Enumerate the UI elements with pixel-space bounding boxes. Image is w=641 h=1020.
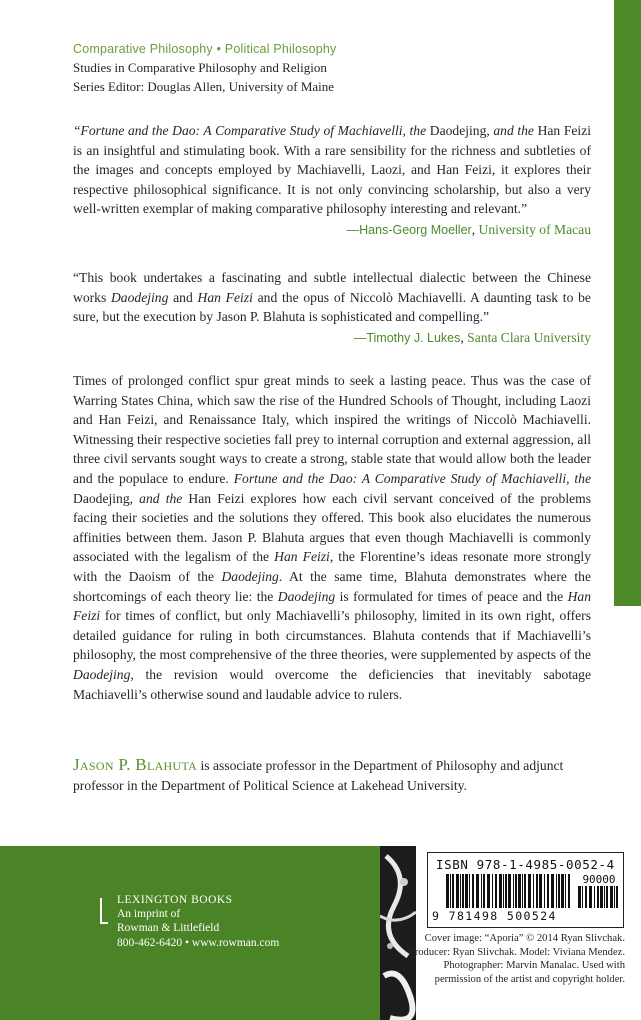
desc-text: is formulated for times of peace and the bbox=[335, 588, 568, 604]
desc-text: . At the same time, Blahuta demonstrates where the shortcomings of each theory lie: the bbox=[73, 568, 591, 604]
desc-text: , the Florentine’s ideas resonate more strongly with the Daoism of the bbox=[73, 549, 591, 584]
endorsement-body: “This book undertakes a fascinating and subtle intellectual dialectic between the Chinese works bbox=[73, 270, 591, 305]
barcode-bar bbox=[508, 874, 511, 908]
work-title: Daodejing bbox=[110, 289, 169, 305]
endorser-affiliation: Santa Clara University bbox=[467, 329, 591, 345]
credit-line: Cover image: “Aporia” © 2014 Ryan Slivchak. bbox=[424, 933, 625, 944]
barcode-bar bbox=[547, 874, 549, 908]
book-title-part: Daodejing, bbox=[73, 490, 134, 506]
barcode-bar bbox=[515, 874, 517, 908]
endorsement-1 bbox=[73, 121, 591, 241]
work-title: Han Feizi bbox=[274, 549, 330, 565]
series-name: Studies in Comparative Philosophy and Religion bbox=[73, 60, 327, 75]
barcode-bar bbox=[472, 874, 474, 908]
endorsement-body: and bbox=[168, 289, 198, 305]
work-title: Daodejing bbox=[73, 666, 131, 682]
barcode-bar bbox=[513, 874, 514, 908]
book-title-part: Han Feizi bbox=[533, 123, 592, 138]
series-block bbox=[73, 40, 593, 96]
book-title-italic: and the bbox=[133, 490, 183, 506]
author-bio bbox=[73, 755, 591, 795]
publisher-parent: Rowman & Littlefield bbox=[117, 922, 220, 935]
barcode-bar bbox=[499, 874, 502, 908]
barcode-bar bbox=[522, 874, 523, 908]
barcode-bar bbox=[518, 874, 521, 908]
endorsement-attribution: —Hans-Georg Moeller, University of Macau bbox=[346, 221, 591, 237]
price-code: 90000 bbox=[578, 873, 620, 886]
barcode-bar bbox=[469, 874, 470, 908]
barcode-bar bbox=[476, 874, 479, 908]
author-name: Jason P. Blahuta bbox=[73, 755, 198, 774]
credit-line: Producer: Ryan Slivchak. Model: Viviana Mendez. bbox=[408, 946, 625, 958]
work-title: Daodejing bbox=[277, 588, 336, 604]
work-title: Han Feizi bbox=[73, 588, 591, 624]
barcode-bar bbox=[524, 874, 526, 908]
endorsement-text bbox=[73, 121, 591, 219]
barcode-bar bbox=[487, 874, 490, 908]
book-description bbox=[73, 371, 591, 704]
desc-text: Times of prolonged conflict spur great minds to seek a lasting peace. Thus was the case of Warring States China, which saw the rise of the Hundred Schools of Thought, including Laozi and Han Feizi, and Renaissance Italy, which inspired the writings of Niccolò Machiavelli. Witnessing their respective societies fall prey to internal corruption and external aggression, all three civil servants sought ways to create a strong, stable state that would allow both the leader and the populace to endure. bbox=[73, 373, 591, 486]
barcode-bar bbox=[556, 874, 557, 908]
book-title-italic: “Fortune and the Dao: A Comparative Study of Machiavelli, the bbox=[73, 123, 427, 138]
isbn-barcode bbox=[427, 852, 624, 928]
barcode-bar bbox=[465, 874, 468, 908]
book-title-italic: Fortune and the Dao: A Comparative Study of Machiavelli, the bbox=[233, 470, 591, 486]
barcode-bar bbox=[460, 874, 461, 908]
barcode-bar bbox=[483, 874, 485, 908]
barcode-bar bbox=[544, 874, 545, 908]
endorsement-2 bbox=[73, 268, 591, 348]
endorser-name: —Timothy J. Lukes bbox=[353, 330, 461, 345]
desc-text: , the revision would overcome the deficiencies that inevitably sabotage Machiavelli’s otherwise sound and laudable advice to rulers. bbox=[73, 666, 591, 702]
barcode-bar bbox=[533, 874, 534, 908]
barcode-bar bbox=[462, 874, 464, 908]
endorsement-text bbox=[73, 268, 591, 327]
barcode-bar bbox=[495, 874, 497, 908]
barcode-bar bbox=[481, 874, 482, 908]
publisher-imprint-label: An imprint of bbox=[117, 908, 181, 921]
publisher-name: LEXINGTON BOOKS bbox=[117, 894, 233, 906]
work-title: Daodejing bbox=[221, 568, 279, 584]
barcode-bar bbox=[536, 874, 538, 908]
barcode-bar bbox=[551, 874, 554, 908]
endorser-affiliation: University of Macau bbox=[478, 221, 591, 237]
lexington-logo-icon bbox=[100, 898, 108, 924]
barcode-bar bbox=[505, 874, 507, 908]
barcode-bar bbox=[456, 874, 459, 908]
barcode-bar bbox=[568, 874, 570, 908]
desc-text: explores how each civil servant conceived of the problems facing their societies and the solutions they offered. This book also elucidates the numerous affinities between them. Jason P. Blahuta argues that even though Machiavelli is commonly associated with the legalism of the bbox=[73, 490, 591, 565]
barcode-bar bbox=[558, 874, 560, 908]
barcode-bar bbox=[528, 874, 531, 908]
book-title-italic: and the bbox=[489, 123, 534, 138]
series-editor: Series Editor: Douglas Allen, University of Maine bbox=[73, 79, 335, 94]
ean-digits: 9 781498 500524 bbox=[432, 909, 557, 923]
isbn-number: ISBN 978-1-4985-0052-4 bbox=[436, 857, 615, 872]
barcode-bar bbox=[561, 874, 564, 908]
cover-credits bbox=[395, 932, 625, 987]
subject-categories: Comparative Philosophy • Political Philosophy bbox=[73, 42, 337, 56]
endorsement-body: is an insightful and stimulating book. With a rare sensibility for the richness and subtleties of the images and concepts employed by Machiavelli, Laozi, and Han Feizi, it explores their respective philosophical significance. It is not only convincing scholarship, but also a very well-written exemplar of making comparative philosophy interesting and relevant.” bbox=[73, 142, 591, 217]
publisher-contact: 800-462-6420 • www.rowman.com bbox=[117, 936, 280, 949]
credit-line: permission of the artist and copyright holder. bbox=[434, 974, 625, 986]
bio-text: is associate professor in the Department of Philosophy and adjunct professor in the Department of Political Science at Lakehead University. bbox=[73, 758, 564, 793]
endorser-name: —Hans-Georg Moeller bbox=[346, 222, 472, 237]
barcode-bar bbox=[565, 874, 566, 908]
publisher-info bbox=[117, 893, 279, 950]
ean-barcode-bars bbox=[446, 874, 571, 908]
barcode-bar bbox=[539, 874, 542, 908]
spine-stripe bbox=[614, 0, 641, 606]
book-title-part: Daodejing, bbox=[426, 123, 490, 138]
work-title: Han Feizi bbox=[197, 289, 253, 305]
endorsement-attribution: —Timothy J. Lukes, Santa Clara University bbox=[353, 329, 591, 345]
barcode-bar bbox=[503, 874, 504, 908]
book-title-part: Han Feizi bbox=[182, 490, 245, 506]
credit-line: Photographer: Marvin Manalac. Used with bbox=[443, 960, 625, 972]
barcode-bar bbox=[446, 874, 449, 908]
barcode-bar bbox=[492, 874, 493, 908]
barcode-bar bbox=[452, 874, 454, 908]
barcode-bar bbox=[450, 874, 451, 908]
desc-text: for times of conflict, but only Machiavelli’s philosophy, limited in its own right, offers detailed guidance for ruling in both circumstances. Blahuta contends that if Machiavelli’s philosophy, the most comprehensive of the three theories, were supplemented by aspects of the bbox=[73, 608, 591, 663]
endorsement-body: and the opus of Niccolò Machiavelli. A daunting task to be sure, but the execution by Jason P. Blahuta is sophisticated and compelling.” bbox=[73, 289, 591, 325]
